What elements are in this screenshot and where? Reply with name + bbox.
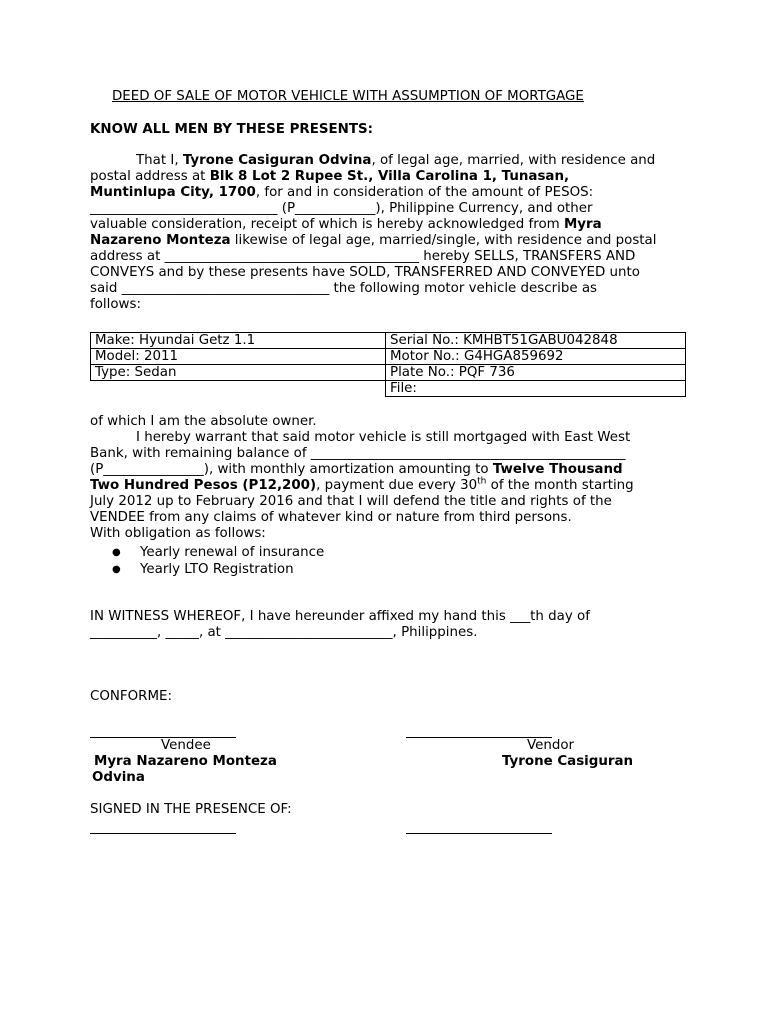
witness-line: __________, _____, at _________________________, Philippines. [90,625,478,640]
vendee-label: Vendee [161,738,211,753]
intro-line: follows: [90,297,141,312]
vendor-label: Vendor [527,738,575,753]
warranty-paragraph [90,414,686,542]
intro-paragraph [90,153,686,313]
body-line: VENDEE from any claims of whatever kind or nature from third persons. [90,510,572,525]
vendee-name: Myra Nazareno Monteza [94,754,277,769]
text-run: , payment due every 30 [316,478,478,493]
conforme-label: CONFORME: [90,689,172,704]
intro-line: address at ______________________________________ hereby SELLS, TRANSFERS AND [90,249,636,264]
amortization-amount: Two Hundred Pesos (P12,200) [90,478,317,493]
text-run: of the month starting [486,478,634,493]
intro-line: ____________________________ (P____________), Philippine Currency, and other [90,201,593,216]
plate-cell: Plate No.: PQF 736 [386,365,686,381]
text-run: , of legal age, married, with residence and [371,153,656,168]
type-cell: Type: Sedan [91,365,386,381]
list-item [90,561,324,578]
make-cell: Make: Hyundai Getz 1.1 [91,333,386,349]
text-run: (P_______________), with monthly amortization amounting to [90,462,493,477]
body-line: I hereby warrant that said motor vehicle is still mortgaged with East West [136,430,631,445]
empty-cell [91,381,386,397]
body-line: With obligation as follows: [90,526,266,541]
body-line [90,478,686,494]
text-run: That I, [136,153,183,168]
vendor-address-city: Muntinlupa City, 1700 [90,185,256,200]
bullet-icon: ● [112,564,121,575]
vendor-name-inline: Tyrone Casiguran Odvina [182,153,372,168]
vendor-address: Blk 8 Lot 2 Rupee St., Villa Carolina 1, Tunasan, [209,169,570,184]
witness-line: IN WITNESS WHEREOF, I have hereunder affixed my hand this ___th day of [90,609,590,624]
text-run: valuable consideration, receipt of which is hereby acknowledged from [90,217,564,232]
bullet-icon: ● [112,547,121,558]
vendee-name-continued: Odvina [92,770,145,785]
witness-signature-line-2[interactable] [406,833,552,834]
model-cell: Model: 2011 [91,349,386,365]
text-run: likewise of legal age, married/single, with residence and postal [230,233,657,248]
vehicle-details-table [90,332,686,397]
list-item [90,544,324,561]
preamble-heading: KNOW ALL MEN BY THESE PRESENTS: [90,122,374,137]
body-line: of which I am the absolute owner. [90,414,317,429]
table-row [91,381,686,397]
witness-signature-line-1[interactable] [90,833,236,834]
obligation-text: Yearly LTO Registration [140,562,294,577]
intro-line [90,233,686,249]
intro-line [90,217,686,233]
witness-paragraph [90,609,686,641]
body-line [90,462,686,478]
table-row [91,365,686,381]
intro-line [90,153,686,169]
body-line: July 2012 up to February 2016 and that I will defend the title and rights of the [90,494,612,509]
intro-line [90,185,686,201]
body-line: Bank, with remaining balance of _______________________________________________ [90,446,626,461]
table-row [91,349,686,365]
motor-cell: Motor No.: G4HGA859692 [386,349,686,365]
document-title: DEED OF SALE OF MOTOR VEHICLE WITH ASSUMPTION OF MORTGAGE [112,89,584,104]
obligations-list [90,544,324,578]
amortization-amount: Twelve Thousand [492,462,623,477]
text-run: postal address at [90,169,210,184]
vendee-name-inline: Nazareno Monteza [90,233,231,248]
file-cell: File: [386,381,686,397]
document-page [90,0,686,1024]
intro-line: CONVEYS and by these presents have SOLD, TRANSFERRED AND CONVEYED unto [90,265,640,280]
table-row [91,333,686,349]
intro-line: said _______________________________ the following motor vehicle describe as [90,281,598,296]
ordinal-suffix: th [477,476,487,487]
text-run: , for and in consideration of the amount of PESOS: [255,185,594,200]
serial-cell: Serial No.: KMHBT51GABU042848 [386,333,686,349]
vendee-name-inline: Myra [563,217,602,232]
obligation-text: Yearly renewal of insurance [140,545,325,560]
signed-presence-label: SIGNED IN THE PRESENCE OF: [90,802,292,817]
vendor-name: Tyrone Casiguran [502,754,634,769]
intro-line [90,169,686,185]
